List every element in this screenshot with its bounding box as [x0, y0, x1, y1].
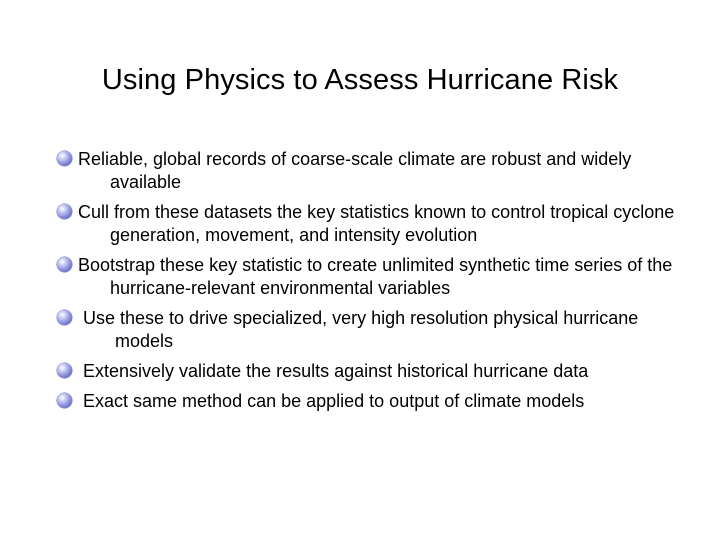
- list-item: [56, 254, 676, 300]
- list-item: [56, 307, 676, 353]
- sphere-bullet-icon: [57, 204, 72, 219]
- list-item: [56, 148, 676, 194]
- bullet-text: Exact same method can be applied to output of climate models: [83, 391, 585, 411]
- bullet-text: Use these to drive specialized, very high resolution physical hurricane models: [83, 308, 639, 351]
- sphere-bullet-icon: [57, 363, 72, 378]
- sphere-bullet-icon: [57, 151, 72, 166]
- sphere-bullet-icon: [57, 310, 72, 325]
- bullet-text: Reliable, global records of coarse-scale climate are robust and widely available: [78, 149, 632, 192]
- bullet-text: Cull from these datasets the key statistics known to control tropical cyclone generation, movement, and intensity evolution: [78, 202, 675, 245]
- slide-title: Using Physics to Assess Hurricane Risk: [101, 64, 619, 96]
- list-item: [56, 201, 676, 247]
- list-item: [56, 360, 676, 383]
- sphere-bullet-icon: [57, 393, 72, 408]
- bullet-text: Bootstrap these key statistic to create unlimited synthetic time series of the hurricane-relevant environmental variables: [78, 255, 673, 298]
- sphere-bullet-icon: [57, 257, 72, 272]
- list-item: [56, 390, 676, 413]
- bullet-list: [56, 148, 676, 420]
- bullet-text: Extensively validate the results against historical hurricane data: [83, 361, 589, 381]
